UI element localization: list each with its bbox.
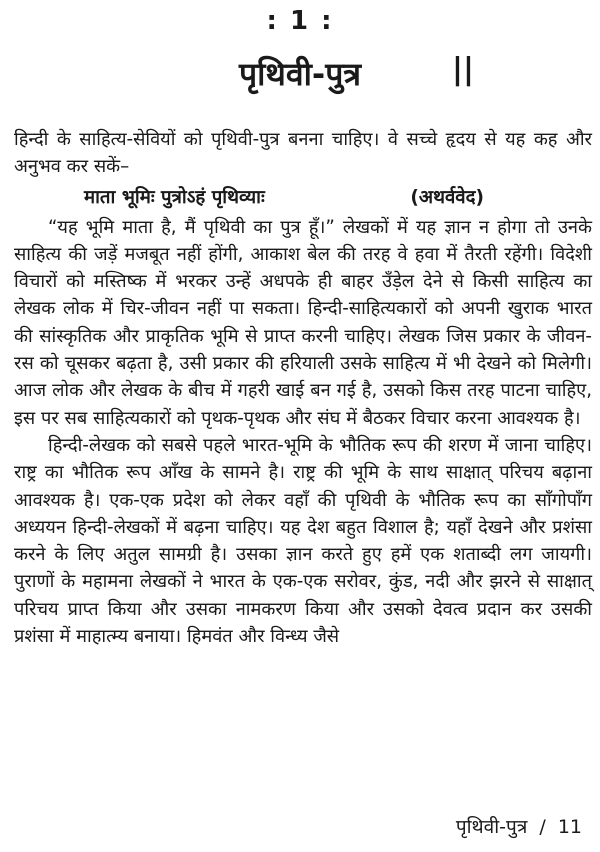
page-footer <box>450 813 582 839</box>
verse-text: माता भूमिः पुत्रोऽहं पृथिव्याः <box>84 186 265 208</box>
verse-line <box>84 181 484 214</box>
title-mark: || <box>452 52 474 87</box>
chapter-number: : 1 : <box>266 6 334 36</box>
footer-separator: / <box>539 816 546 838</box>
verse-source: (अथर्ववेद) <box>410 186 484 208</box>
paragraph-2: “यह भूमि माता है, मैं पृथिवी का पुत्र हूँ।” लेखकों में यह ज्ञान न होगा तो उनके साहित्य की जड़ें मजबूत नहीं होंगी, आकाश बेल की तरह वे हवा में तैरती रहेंगी। विदेशी विचारों को मस्तिष्क में भरकर उन्हें अधपके ही बाहर उँड़ेल देने से किसी साहित्य का लेखक लोक में चिर-जीवन नहीं पा सकता। हिन्दी-साहित्यकारों को अपनी खुराक भारत की सांस्कृतिक और प्राकृतिक भूमि से प्राप्त करनी चाहिए। लेखक जिस प्रकार के जीवन-रस को चूसकर बढ़ता है, उसी प्रकार की हरियाली उसके साहित्य में भी देखने को मिलेगी। आज लोक और लेखक के बीच में गहरी खाई बन गई है, उसको किस तरह पाटना चाहिए, इस पर सब साहित्यकारों को पृथक-पृथक और संघ में बैठकर विचार करना आवश्यक है। <box>14 216 592 429</box>
chapter-title: पृथिवी-पुत्र <box>238 55 362 93</box>
page-number: 11 <box>557 816 582 838</box>
running-title: पृथिवी-पुत्र <box>455 816 528 838</box>
paragraph-1: हिन्दी के साहित्य-सेवियों को पृथिवी-पुत्र बनना चाहिए। वे सच्चे हृदय से यह कह और अनुभव कर सकें– <box>14 129 592 178</box>
paragraph-3: हिन्दी-लेखक को सबसे पहले भारत-भूमि के भौतिक रूप की शरण में जाना चाहिए। राष्ट्र का भौतिक रूप आँख के सामने है। राष्ट्र की भूमि के साथ साक्षात् परिचय बढ़ाना आवश्यक है। एक-एक प्रदेश को लेकर वहाँ की पृथिवी के भौतिक रूप का साँगोपाँग अध्ययन हिन्दी-लेखकों में बढ़ना चाहिए। यह देश बहुत विशाल है; यहाँ देखने और प्रशंसा करने के लिए अतुल सामग्री है। उसका ज्ञान करते हुए हमें एक शताब्दी लग जायगी। पुराणों के महामना लेखकों ने भारत के एक-एक सरोवर, कुंड, नदी और झरने से साक्षात् परिचय प्राप्त किया और उसका नामकरण किया और उसको देवत्व प्रदान कर उसकी प्रशंसा में माहात्म्य बनाया। हिमवंत और विन्ध्य जैसे <box>14 434 592 648</box>
body-text <box>14 126 592 650</box>
